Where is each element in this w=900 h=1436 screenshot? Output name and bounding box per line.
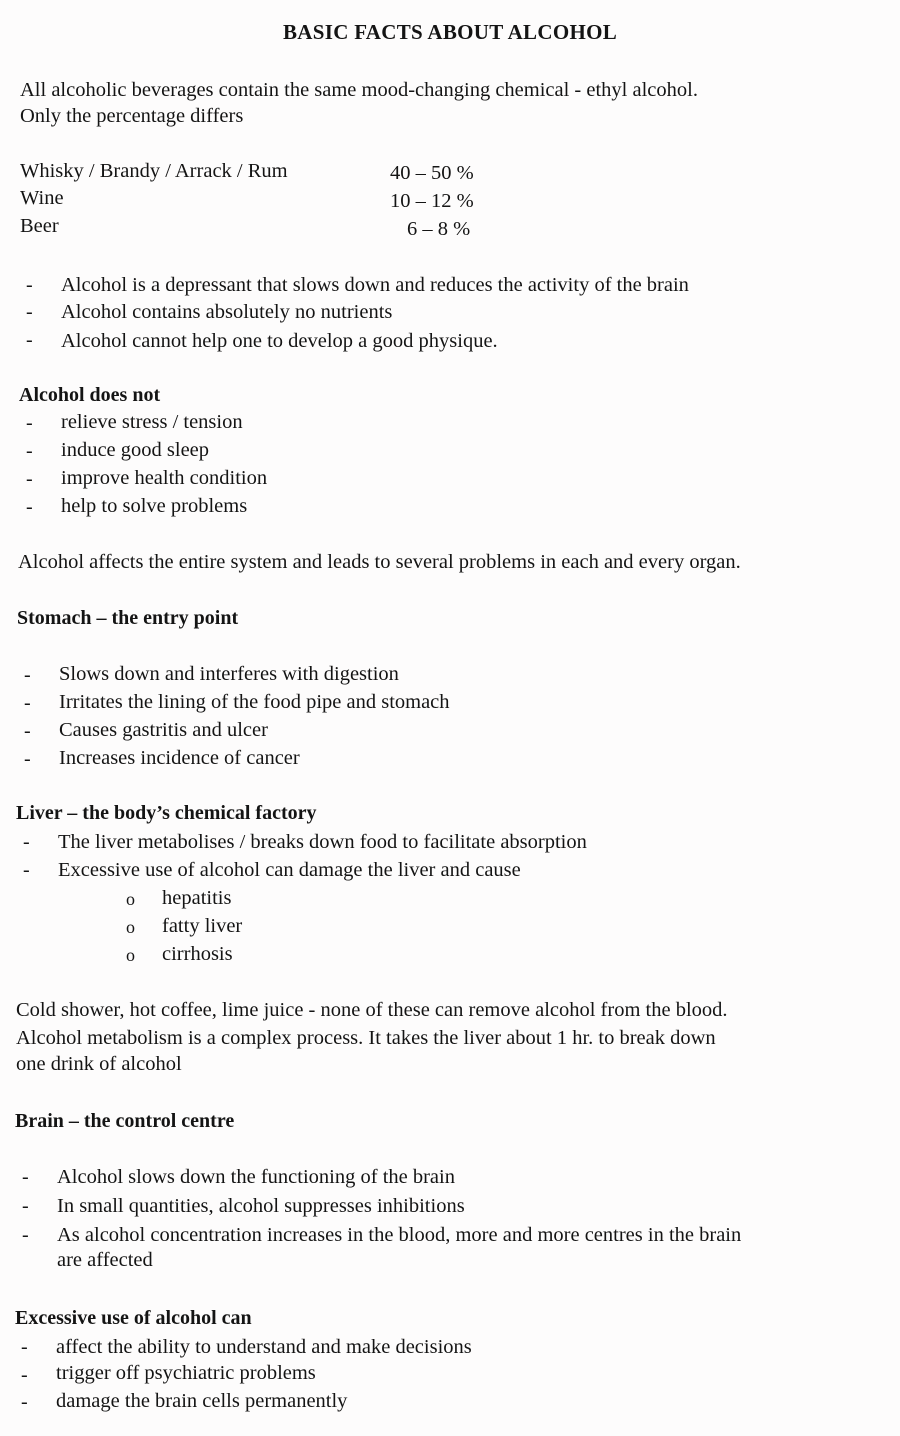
- stomach-item: Increases incidence of cancer: [59, 747, 300, 769]
- brain-item: Alcohol slows down the functioning of the brain: [57, 1166, 455, 1188]
- fact-item: Alcohol is a depressant that slows down and reduces the activity of the brain: [61, 274, 689, 296]
- does-not-item: improve health condition: [61, 467, 268, 489]
- dash-bullet: -: [24, 720, 31, 742]
- stomach-item: Slows down and interferes with digestion: [59, 663, 399, 685]
- page-title: BASIC FACTS ABOUT ALCOHOL: [282, 20, 618, 44]
- dash-bullet: -: [23, 831, 30, 853]
- dash-bullet: -: [22, 1195, 29, 1217]
- fact-item: Alcohol cannot help one to develop a good physique.: [61, 330, 498, 352]
- affects-paragraph: Alcohol affects the entire system and leads to several problems in each and every organ.: [18, 551, 741, 573]
- liver-item: Excessive use of alcohol can damage the liver and cause: [58, 859, 521, 881]
- stomach-item: Irritates the lining of the food pipe and stomach: [59, 691, 450, 713]
- section-heading-stomach: Stomach – the entry point: [17, 607, 239, 629]
- dash-bullet: -: [23, 859, 30, 881]
- shower-line-3: one drink of alcohol: [16, 1053, 182, 1075]
- dash-bullet: -: [21, 1391, 28, 1413]
- excessive-item: trigger off psychiatric problems: [56, 1362, 316, 1384]
- dash-bullet: -: [26, 496, 33, 518]
- intro-line-1: All alcoholic beverages contain the same mood-changing chemical - ethyl alcohol.: [20, 79, 698, 101]
- dash-bullet: -: [26, 329, 33, 351]
- dash-bullet: -: [24, 692, 31, 714]
- section-heading-brain: Brain – the control centre: [15, 1110, 235, 1132]
- shower-line-1: Cold shower, hot coffee, lime juice - none of these can remove alcohol from the blood.: [16, 999, 728, 1021]
- liver-subitem: cirrhosis: [162, 943, 233, 965]
- section-heading-does-not: Alcohol does not: [19, 384, 161, 406]
- beverage-name: Wine: [20, 187, 64, 209]
- beverage-name: Whisky / Brandy / Arrack / Rum: [20, 160, 288, 182]
- dash-bullet: -: [22, 1224, 29, 1246]
- dash-bullet: -: [26, 412, 33, 434]
- liver-subitem: hepatitis: [162, 887, 232, 909]
- beverage-percent: 6 – 8 %: [407, 218, 471, 240]
- brain-item: In small quantities, alcohol suppresses inhibitions: [57, 1195, 465, 1217]
- intro-line-2: Only the percentage differs: [20, 105, 244, 127]
- excessive-item: damage the brain cells permanently: [56, 1390, 348, 1412]
- brain-item: As alcohol concentration increases in the blood, more and more centres in the brain: [57, 1224, 742, 1246]
- does-not-item: relieve stress / tension: [61, 411, 243, 433]
- dash-bullet: -: [24, 748, 31, 770]
- does-not-item: induce good sleep: [61, 439, 210, 461]
- circle-bullet: o: [126, 889, 135, 909]
- dash-bullet: -: [26, 301, 33, 323]
- brain-item-continuation: are affected: [57, 1249, 153, 1271]
- section-heading-liver: Liver – the body’s chemical factory: [16, 802, 317, 824]
- liver-subitem: fatty liver: [162, 915, 243, 937]
- beverage-percent: 10 – 12 %: [390, 190, 474, 212]
- dash-bullet: -: [21, 1336, 28, 1358]
- dash-bullet: -: [21, 1364, 28, 1386]
- liver-item: The liver metabolises / breaks down food to facilitate absorption: [58, 831, 587, 853]
- section-heading-excessive: Excessive use of alcohol can: [15, 1307, 252, 1329]
- dash-bullet: -: [26, 274, 33, 296]
- dash-bullet: -: [22, 1166, 29, 1188]
- beverage-percent: 40 – 50 %: [390, 162, 474, 184]
- dash-bullet: -: [24, 664, 31, 686]
- does-not-item: help to solve problems: [61, 495, 248, 517]
- stomach-item: Causes gastritis and ulcer: [59, 719, 268, 741]
- excessive-item: affect the ability to understand and make decisions: [56, 1336, 472, 1358]
- beverage-name: Beer: [20, 215, 59, 237]
- dash-bullet: -: [26, 468, 33, 490]
- circle-bullet: o: [126, 917, 135, 937]
- circle-bullet: o: [126, 945, 135, 965]
- dash-bullet: -: [26, 440, 33, 462]
- fact-item: Alcohol contains absolutely no nutrients: [61, 301, 393, 323]
- shower-line-2: Alcohol metabolism is a complex process. It takes the liver about 1 hr. to break down: [16, 1027, 716, 1049]
